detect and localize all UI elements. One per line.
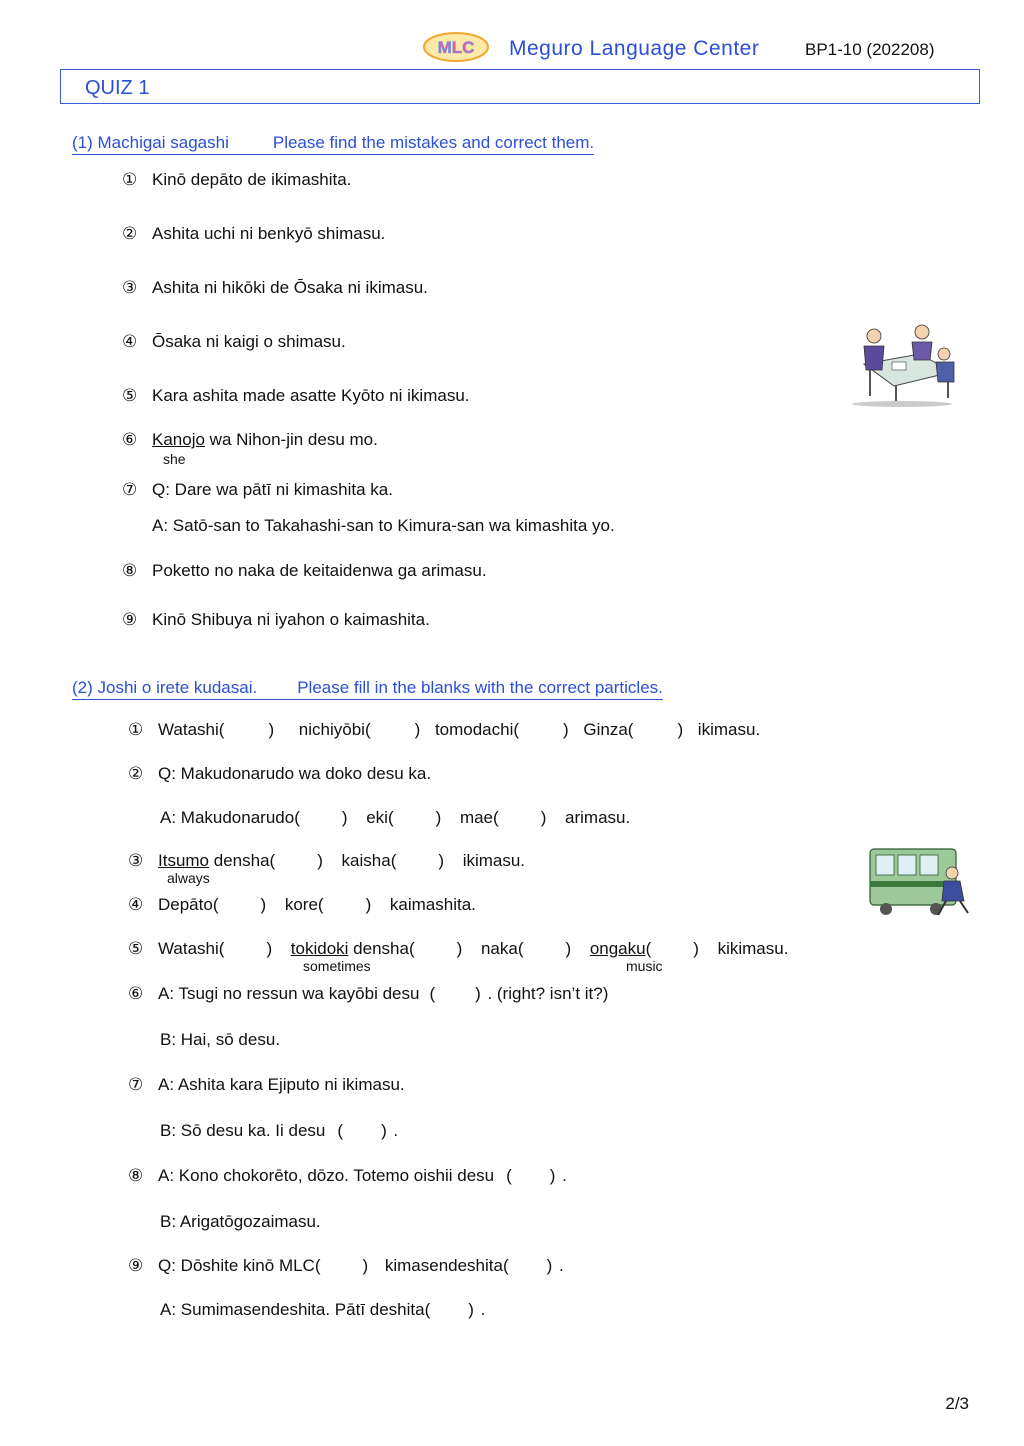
item-text: densha: [213, 851, 270, 870]
item-text: wa Nihon-jin desu mo.: [209, 430, 378, 449]
section2-heading: [72, 678, 663, 700]
item-number: ⑤: [128, 939, 144, 958]
paren-close: ): [365, 895, 372, 914]
blank[interactable]: [409, 939, 475, 959]
item-text: tomodachi: [434, 720, 514, 739]
s2-item-7-b: [160, 1121, 398, 1141]
blank[interactable]: [270, 851, 336, 871]
paren-open: (: [314, 1256, 321, 1275]
paren-close: ): [362, 1256, 369, 1275]
underlined-word: Itsumo: [158, 851, 210, 870]
item-text: A: Makudonarudo: [160, 808, 295, 827]
s1-item-3: [122, 278, 428, 298]
item-text: A: Tsugi no ressun wa kayōbi desu: [158, 984, 420, 1003]
item-text: kikimasu.: [717, 939, 789, 958]
paren-close: ): [546, 1256, 553, 1275]
item-text: .: [480, 1300, 486, 1319]
item-number: ⑨: [122, 610, 138, 629]
paren-close: ): [438, 851, 445, 870]
s1-item-2: [122, 224, 385, 244]
paren-open: (: [387, 808, 394, 827]
blank[interactable]: [294, 808, 360, 828]
gloss-music: music: [626, 958, 663, 974]
item-number: ④: [122, 332, 138, 351]
item-number: ⑧: [122, 561, 138, 580]
paren-open: (: [317, 895, 324, 914]
item-text: kore: [284, 895, 318, 914]
paren-close: ): [435, 808, 442, 827]
item-number: ①: [122, 170, 138, 189]
underlined-word: tokidoki: [290, 939, 349, 958]
blank[interactable]: [365, 720, 435, 740]
blank[interactable]: [391, 851, 457, 871]
s2-item-8-b: B: Arigatōgozaimasu.: [160, 1212, 321, 1231]
paren-open: (: [645, 939, 652, 958]
item-number: ⑦: [128, 1075, 144, 1094]
paren-close: ): [317, 851, 323, 870]
meeting-illustration: [842, 320, 960, 408]
s2-item-5: [128, 939, 788, 959]
s2-item-8: [128, 1166, 567, 1186]
item-text: A: Ashita kara Ejiputo ni ikimasu.: [158, 1075, 405, 1094]
blank[interactable]: [219, 939, 285, 959]
item-number: ①: [128, 720, 144, 739]
s2-item-2-answer: [160, 808, 630, 828]
paren-open: (: [408, 939, 415, 958]
s1-item-7-answer: A: Satō-san to Takahashi-san to Kimura-san wa kimashita yo.: [152, 516, 615, 535]
quiz-title: QUIZ 1: [85, 77, 150, 99]
item-text: Kinō depāto de ikimashita.: [152, 170, 352, 189]
paren-close: ): [549, 1166, 556, 1185]
s1-item-6: [122, 430, 378, 450]
paren-close: ): [341, 808, 348, 827]
item-text: naka: [480, 939, 518, 958]
paren-open: (: [506, 1166, 512, 1185]
item-number: ②: [128, 764, 144, 783]
item-text: densha: [353, 939, 409, 958]
gloss-sometimes: sometimes: [303, 958, 371, 974]
item-text: arimasu.: [565, 808, 631, 827]
s2-item-2: [128, 764, 431, 784]
item-number: ⑧: [128, 1166, 144, 1185]
blank[interactable]: [646, 939, 712, 959]
item-text: nichiyōbi: [298, 720, 365, 739]
item-text: kaimashita.: [389, 895, 476, 914]
section1-label: (1) Machigai sagashi: [72, 133, 229, 152]
item-text: kimasendeshita: [384, 1256, 503, 1275]
item-text: A: Sumimasendeshita. Pātī deshita: [160, 1300, 425, 1319]
paren-open: (: [513, 720, 520, 739]
paren-open: (: [337, 1121, 344, 1140]
item-text: Q: Dōshite kinō MLC: [158, 1256, 315, 1275]
blank[interactable]: [429, 984, 487, 1004]
s1-item-7: [122, 480, 393, 500]
gloss-she: she: [163, 451, 186, 467]
paren-close: ): [381, 1121, 387, 1140]
blank[interactable]: [337, 1121, 393, 1141]
underlined-word: Kanojo: [152, 430, 205, 449]
section2-instruction: Please fill in the blanks with the correct particles.: [297, 678, 663, 697]
paren-close: ): [540, 808, 547, 827]
item-text: Ginza: [583, 720, 628, 739]
s2-item-6: [128, 984, 608, 1004]
item-text: ikimasu.: [462, 851, 526, 870]
paren-open: (: [493, 808, 499, 827]
paren-open: (: [212, 895, 219, 914]
blank[interactable]: [315, 1256, 381, 1276]
underlined-word: ongaku: [589, 939, 646, 958]
item-text: .: [562, 1166, 567, 1185]
item-text: B: Sō desu ka. Ii desu: [160, 1121, 326, 1140]
paren-open: (: [627, 720, 634, 739]
paren-close: ): [693, 939, 699, 958]
s1-item-9: [122, 610, 430, 630]
item-text: Ashita uchi ni benkyō shimasu.: [152, 224, 386, 243]
item-number: ⑥: [122, 430, 138, 449]
s2-item-1: [128, 720, 760, 740]
item-text: Kara ashita made asatte Kyōto ni ikimasu.: [152, 386, 470, 405]
blank[interactable]: [506, 1166, 562, 1186]
paren-close: ): [456, 939, 463, 958]
item-text: Ashita ni hikōki de Ōsaka ni ikimasu.: [152, 278, 428, 297]
section1-heading: [72, 133, 594, 155]
blank[interactable]: [628, 720, 698, 740]
paren-open: (: [294, 808, 300, 827]
blank[interactable]: [513, 720, 583, 740]
blank[interactable]: [219, 720, 289, 740]
paren-open: (: [517, 939, 524, 958]
svg-text:MLC: MLC: [437, 38, 475, 57]
item-text: eki: [366, 808, 388, 827]
blank[interactable]: [213, 895, 279, 915]
blank[interactable]: [425, 1300, 481, 1320]
paren-close: ): [677, 720, 684, 739]
item-number: ⑦: [122, 480, 138, 499]
item-text: .: [558, 1256, 564, 1275]
brand-name: Meguro Language Center: [509, 37, 760, 60]
s2-item-4: [128, 895, 476, 915]
paren-open: (: [429, 984, 436, 1003]
paren-open: (: [218, 939, 225, 958]
paren-close: ): [468, 1300, 474, 1319]
item-text: ikimasu.: [697, 720, 761, 739]
paren-open: (: [269, 851, 276, 870]
s1-item-5: [122, 386, 470, 406]
item-text: kaisha: [341, 851, 391, 870]
s2-item-6-b: B: Hai, sō desu.: [160, 1030, 281, 1049]
item-text: . (right? isn’t it?): [487, 984, 609, 1003]
document-code: BP1-10 (202208): [805, 40, 935, 59]
mlc-logo: [422, 31, 490, 63]
item-number: ⑨: [128, 1256, 144, 1275]
quiz-title-box: [60, 69, 980, 104]
item-text: Poketto no naka de keitaidenwa ga arimasu.: [152, 561, 487, 580]
paren-open: (: [424, 1300, 431, 1319]
paren-close: ): [563, 720, 569, 739]
item-text: Kinō Shibuya ni iyahon o kaimashita.: [152, 610, 430, 629]
blank[interactable]: [388, 808, 454, 828]
item-text: Ōsaka ni kaigi o shimasu.: [152, 332, 346, 351]
s2-item-3: [128, 851, 525, 871]
paren-close: ): [414, 720, 421, 739]
paren-close: ): [475, 984, 481, 1003]
section2-label: (2) Joshi o irete kudasai.: [72, 678, 258, 697]
item-number: ②: [122, 224, 138, 243]
item-text: .: [393, 1121, 399, 1140]
blank[interactable]: [493, 808, 559, 828]
s1-item-1: [122, 170, 351, 190]
paren-open: (: [390, 851, 397, 870]
item-number: ③: [128, 851, 144, 870]
paren-close: ): [260, 895, 267, 914]
paren-open: (: [364, 720, 371, 739]
item-text: Watashi: [158, 939, 219, 958]
s2-item-7: [128, 1075, 405, 1095]
paren-open: (: [218, 720, 225, 739]
train-illustration: [868, 843, 970, 921]
item-text: A: Kono chokorēto, dōzo. Totemo oishii desu: [158, 1166, 495, 1185]
s2-item-9: [128, 1256, 564, 1276]
blank[interactable]: [518, 939, 584, 959]
s1-item-8: [122, 561, 487, 581]
item-number: ③: [122, 278, 138, 297]
item-text: Q: Makudonarudo wa doko desu ka.: [158, 764, 432, 783]
section1-instruction: Please find the mistakes and correct them.: [272, 133, 595, 152]
s2-item-9-b: [160, 1300, 485, 1320]
paren-close: ): [268, 720, 275, 739]
paren-close: ): [565, 939, 572, 958]
item-text: Depāto: [158, 895, 213, 914]
blank[interactable]: [503, 1256, 559, 1276]
page-number: 2/3: [945, 1394, 969, 1413]
item-text: mae: [459, 808, 494, 827]
paren-close: ): [266, 939, 273, 958]
blank[interactable]: [318, 895, 384, 915]
gloss-always: always: [167, 870, 210, 886]
item-number: ⑥: [128, 984, 144, 1003]
item-number: ⑤: [122, 386, 138, 405]
item-text: Watashi: [158, 720, 219, 739]
item-text: Q: Dare wa pātī ni kimashita ka.: [152, 480, 393, 499]
s1-item-4: [122, 332, 346, 352]
paren-open: (: [502, 1256, 509, 1275]
item-number: ④: [128, 895, 144, 914]
